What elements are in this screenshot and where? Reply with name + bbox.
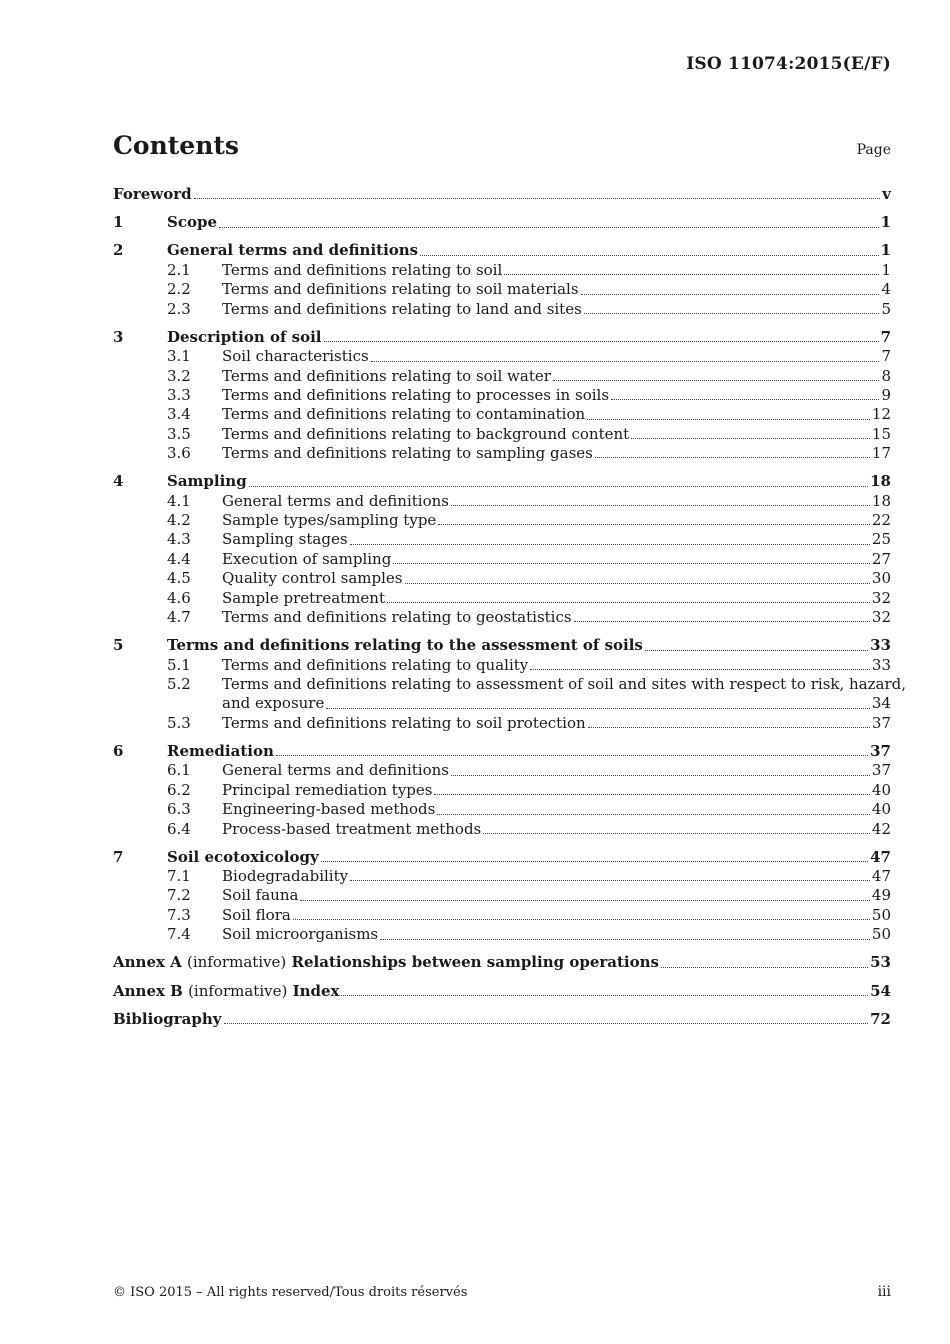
dot-leader <box>437 813 870 815</box>
toc-entry-title <box>167 213 217 232</box>
toc-entry[interactable] <box>113 781 891 800</box>
toc-entry-page: 25 <box>871 530 891 549</box>
toc-entry[interactable] <box>113 953 891 972</box>
toc-entry-page: 12 <box>871 405 891 424</box>
toc-entry-title-text: Terms and definitions relating to geostatistics <box>222 608 572 626</box>
toc-entry-title <box>167 241 418 260</box>
toc-entry-title <box>222 781 432 800</box>
toc-entry[interactable] <box>113 742 891 761</box>
toc-entry[interactable] <box>113 1010 891 1029</box>
toc-entry[interactable] <box>113 328 891 347</box>
toc-entry[interactable] <box>113 982 891 1001</box>
toc-entry-page: 17 <box>871 444 891 463</box>
toc-entry-number: 2 <box>113 241 124 260</box>
toc-entry[interactable] <box>113 405 891 424</box>
toc-entry[interactable] <box>113 761 891 780</box>
toc-entry-title <box>222 589 385 608</box>
toc-entry-title: Terms and definitions relating to assessment of soil and sites with respect to risk, hazard, <box>222 674 907 693</box>
toc-entry-page: 15 <box>871 424 891 443</box>
toc-entry-title-text: Description of soil <box>167 327 322 346</box>
toc-entry-title <box>222 608 572 627</box>
toc-entry-number: 4.7 <box>167 608 191 626</box>
toc-entry[interactable] <box>113 848 891 867</box>
toc-entry-title-text: Biodegradability <box>222 867 349 886</box>
toc-entry-title-text: Annex A <box>113 953 182 972</box>
toc-entry-number: 3.3 <box>167 385 191 404</box>
toc-entry-number: 4.5 <box>167 569 191 588</box>
toc-entry-annex-title: Relationships between sampling operations <box>291 953 659 972</box>
toc-entry-number: 4.1 <box>167 491 191 510</box>
toc-entry-title <box>222 300 582 319</box>
toc-entry[interactable] <box>113 569 891 588</box>
toc-entry-number: 5.1 <box>167 655 191 674</box>
toc-entry[interactable] <box>113 925 891 944</box>
toc-entry-page: 32 <box>871 608 891 626</box>
toc-entry-number: 2.2 <box>167 280 191 299</box>
toc-entry[interactable] <box>113 886 891 905</box>
toc-entry-number: 7 <box>113 847 124 866</box>
toc-entry-page: 7 <box>880 327 891 346</box>
toc-entry-page: 50 <box>871 905 891 924</box>
toc-entry-title-text: Terms and definitions relating to soil materials <box>222 280 579 299</box>
toc-entry-title <box>222 656 528 675</box>
toc-entry-title <box>222 569 403 588</box>
toc-entry-title-text: Annex B <box>113 981 183 1000</box>
toc-entry-title-text: Bibliography <box>113 1009 222 1028</box>
toc-entry-title <box>222 280 579 299</box>
toc-entry-page: 53 <box>870 953 891 972</box>
toc-entry-title-text: Sampling stages <box>222 530 348 549</box>
toc-entry-page: 33 <box>871 655 891 674</box>
toc-entry-title-text: Sampling <box>167 472 247 491</box>
toc-entry-number: 4.3 <box>167 530 191 549</box>
toc-entry[interactable] <box>113 300 891 319</box>
dot-leader <box>587 418 870 420</box>
toc-entry-number: 7.4 <box>167 925 191 944</box>
toc-entry-page: 1 <box>880 241 891 260</box>
toc-entry-page: 8 <box>881 366 891 385</box>
dot-leader <box>438 523 870 525</box>
toc-entry-number: 3.5 <box>167 424 191 443</box>
toc-entry-title <box>167 328 322 347</box>
toc-entry[interactable] <box>113 425 891 444</box>
toc-entry[interactable] <box>113 261 891 280</box>
dot-leader <box>293 918 870 920</box>
toc-entry[interactable] <box>113 867 891 886</box>
toc-entry-title-text: Terms and definitions relating to sampling gases <box>222 444 593 463</box>
toc-entry-title <box>113 1010 222 1029</box>
dot-leader <box>420 254 878 256</box>
toc-entry-page: 22 <box>871 511 891 530</box>
toc-entry[interactable] <box>113 906 891 925</box>
dot-leader <box>387 601 870 603</box>
toc-entry[interactable] <box>113 280 891 299</box>
copyright-notice: © ISO 2015 – All rights reserved/Tous droits réservés <box>113 1285 468 1300</box>
toc-entry-page: 37 <box>870 741 891 760</box>
dot-leader <box>249 485 868 487</box>
toc-entry-page: 27 <box>871 549 891 568</box>
toc-entry-title-text: Soil flora <box>222 905 291 924</box>
toc-entry[interactable] <box>113 589 891 608</box>
toc-entry-page: 30 <box>871 569 891 588</box>
toc-entry-number: 6 <box>113 741 124 760</box>
toc-entry-title-text: General terms and definitions <box>222 761 449 780</box>
dot-leader <box>611 398 879 400</box>
dot-leader <box>451 504 870 506</box>
toc-entry-number: 5 <box>113 636 124 655</box>
dot-leader <box>588 726 870 728</box>
dot-leader <box>380 938 870 940</box>
dot-leader <box>530 668 870 670</box>
toc-entry[interactable] <box>113 674 907 714</box>
toc-entry-page: 5 <box>881 299 891 318</box>
dot-leader <box>584 312 880 314</box>
toc-entry-title <box>222 714 586 733</box>
dot-leader <box>553 379 880 381</box>
toc-entry-title-text: Principal remediation types <box>222 780 433 799</box>
toc-entry-page: 9 <box>881 385 891 404</box>
toc-entry-page: 54 <box>870 981 891 1000</box>
toc-entry-number: 6.3 <box>167 800 191 819</box>
dot-leader <box>483 832 870 834</box>
toc-entry[interactable] <box>113 185 891 204</box>
dot-leader <box>645 649 868 651</box>
toc-entry-title-text: Terms and definitions relating to background content <box>222 424 630 443</box>
dot-leader <box>350 879 870 881</box>
dot-leader <box>341 994 868 996</box>
toc-entry-page: 1 <box>881 260 891 279</box>
dot-leader <box>631 437 870 439</box>
toc-entry-title-text: Scope <box>167 213 218 232</box>
toc-entry-title <box>167 848 319 867</box>
toc-entry[interactable] <box>113 636 891 655</box>
page-title: Contents <box>113 131 240 160</box>
toc-entry-number: 7.2 <box>167 886 191 905</box>
toc-entry-number: 4.4 <box>167 549 191 568</box>
toc-entry-title <box>222 820 481 839</box>
toc-entry[interactable] <box>113 492 891 511</box>
dot-leader <box>661 966 868 968</box>
toc-entry[interactable] <box>113 550 891 569</box>
toc-entry-number: 3.2 <box>167 366 191 385</box>
toc-entry-title-text: Execution of sampling <box>222 549 392 568</box>
toc-entry-number: 1 <box>113 213 124 232</box>
toc-entry-page: 37 <box>871 761 891 780</box>
dot-leader <box>321 860 868 862</box>
toc-entry-title-text: Foreword <box>113 185 192 203</box>
toc-entry-title <box>113 982 339 1001</box>
toc-entry-number: 3.1 <box>167 347 191 366</box>
toc-entry-page: 72 <box>870 1009 891 1028</box>
toc-entry-number: 6.4 <box>167 819 191 838</box>
toc-entry-number: 3.6 <box>167 444 191 463</box>
toc-entry-title <box>222 800 435 819</box>
dot-leader <box>194 197 881 199</box>
toc-entry-title-text: Soil fauna <box>222 886 299 905</box>
toc-entry-page: 37 <box>871 713 891 732</box>
dot-leader <box>324 340 879 342</box>
toc-entry-title-continued: and exposure <box>222 694 325 713</box>
toc-entry-title <box>222 530 348 549</box>
toc-entry-title <box>222 347 369 366</box>
toc-entry-number: 7.3 <box>167 905 191 924</box>
toc-entry-page: 4 <box>881 280 891 299</box>
toc-entry-line <box>113 694 891 713</box>
toc-entry-number: 4.6 <box>167 588 191 607</box>
toc-entry-page: 7 <box>881 347 891 366</box>
toc-entry-page: 42 <box>871 819 891 838</box>
dot-leader <box>574 620 870 622</box>
dot-leader <box>276 754 868 756</box>
dot-leader <box>224 1022 869 1024</box>
toc-entry-title-text: Sample pretreatment <box>222 588 385 607</box>
toc-entry-title-text: Terms and definitions relating to quality <box>222 655 529 674</box>
toc-entry-page: 50 <box>871 925 891 944</box>
toc-entry-title-text: Engineering-based methods <box>222 800 436 819</box>
dot-leader <box>451 774 870 776</box>
toc-entry-title-text: Terms and definitions relating to soil <box>222 260 503 279</box>
toc-entry-number: 6.2 <box>167 780 191 799</box>
toc-entry-note: (informative) <box>187 953 287 972</box>
toc-entry-number: 3 <box>113 327 124 346</box>
toc-entry-number: 4.2 <box>167 511 191 530</box>
toc-entry[interactable] <box>113 367 891 386</box>
toc-entry-title-text: Terms and definitions relating to contamination <box>222 405 586 424</box>
toc-entry-title <box>222 386 609 405</box>
toc-entry[interactable] <box>113 800 891 819</box>
page-column-label: Page <box>856 142 891 158</box>
toc-entry-title <box>113 953 659 972</box>
toc-entry-title <box>222 444 593 463</box>
dot-leader <box>350 543 870 545</box>
toc-entry[interactable] <box>113 444 891 463</box>
toc-entry[interactable] <box>113 714 891 733</box>
toc-entry-page: 47 <box>870 847 891 866</box>
toc-entry-page: v <box>882 185 891 203</box>
toc-entry[interactable] <box>113 511 891 530</box>
toc-entry-number: 5.2 <box>167 674 191 693</box>
toc-entry-title <box>222 367 551 386</box>
toc-entry-title <box>222 550 391 569</box>
toc-entry[interactable] <box>113 608 891 627</box>
toc-entry[interactable] <box>113 386 891 405</box>
toc-entry[interactable] <box>113 656 891 675</box>
toc-entry-page: 40 <box>871 780 891 799</box>
toc-entry-annex-title: Index <box>292 981 340 1000</box>
dot-leader <box>371 360 880 362</box>
toc-entry-number: 3.4 <box>167 405 191 424</box>
table-of-contents <box>113 185 907 1029</box>
toc-entry-page: 18 <box>871 491 891 510</box>
dot-leader <box>405 582 870 584</box>
dot-leader <box>300 899 869 901</box>
toc-entry-number: 5.3 <box>167 713 191 732</box>
toc-entry-title-text: Soil microorganisms <box>222 925 379 944</box>
toc-entry-title <box>222 867 348 886</box>
toc-entry-page: 33 <box>870 636 891 655</box>
toc-entry-title <box>113 185 192 204</box>
toc-entry-title-text: Soil characteristics <box>222 347 369 366</box>
toc-entry[interactable] <box>113 241 891 260</box>
toc-entry-title-text: Terms and definitions relating to soil protection <box>222 713 586 732</box>
toc-entry-title-text: Process-based treatment methods <box>222 819 482 838</box>
toc-entry-title-text: Terms and definitions relating to land and sites <box>222 299 582 318</box>
dot-leader <box>595 456 870 458</box>
toc-entry-number: 7.1 <box>167 867 191 886</box>
toc-entry-title <box>222 925 378 944</box>
toc-entry-title-text: Quality control samples <box>222 569 403 588</box>
toc-entry-title-text: Remediation <box>167 741 274 760</box>
toc-entry[interactable] <box>113 347 891 366</box>
toc-entry-title <box>222 761 449 780</box>
toc-entry-page: 49 <box>871 886 891 905</box>
toc-entry[interactable] <box>113 820 891 839</box>
toc-entry-page: 1 <box>880 213 891 232</box>
toc-entry-number: 2.1 <box>167 260 191 279</box>
toc-entry-title-text: Terms and definitions relating to soil water <box>222 366 551 385</box>
toc-entry-title-text: General terms and definitions <box>167 241 419 260</box>
toc-entry-title <box>222 511 436 530</box>
toc-entry-title <box>222 492 449 511</box>
toc-entry-title <box>222 425 629 444</box>
toc-entry-number: 4 <box>113 472 124 491</box>
toc-entry-page: 32 <box>871 588 891 607</box>
toc-entry-title-text: Terms and definitions relating to processes in soils <box>222 385 610 404</box>
toc-entry-title <box>167 742 274 761</box>
toc-entry-title <box>222 886 298 905</box>
toc-entry-title-text: General terms and definitions <box>222 491 449 510</box>
dot-leader <box>393 562 870 564</box>
toc-entry-title <box>167 636 643 655</box>
dot-leader <box>581 293 880 295</box>
toc-entry-title <box>222 906 291 925</box>
toc-entry-number: 6.1 <box>167 761 191 780</box>
toc-entry-title-text: Sample types/sampling type <box>222 511 437 530</box>
toc-entry-number: 2.3 <box>167 299 191 318</box>
toc-entry-page: 40 <box>871 800 891 819</box>
toc-entry-title <box>222 405 585 424</box>
toc-entry-title <box>167 472 247 491</box>
document-id: ISO 11074:2015(E/F) <box>686 54 891 74</box>
toc-entry-page: 18 <box>870 472 891 491</box>
toc-entry-note: (informative) <box>188 981 288 1000</box>
toc-entry-page: 34 <box>871 694 891 713</box>
dot-leader <box>434 793 869 795</box>
dot-leader <box>504 273 879 275</box>
toc-entry-page: 47 <box>871 867 891 886</box>
toc-entry[interactable] <box>113 472 891 491</box>
toc-entry-title <box>222 261 502 280</box>
page-number: iii <box>877 1284 891 1300</box>
toc-entry-line <box>113 674 907 694</box>
toc-entry-title-text: Soil ecotoxicology <box>167 847 319 866</box>
toc-entry[interactable] <box>113 530 891 549</box>
dot-leader <box>326 707 870 709</box>
toc-entry-title-text: Terms and definitions relating to the assessment of soils <box>167 636 643 655</box>
toc-entry[interactable] <box>113 213 891 232</box>
dot-leader <box>219 226 879 228</box>
